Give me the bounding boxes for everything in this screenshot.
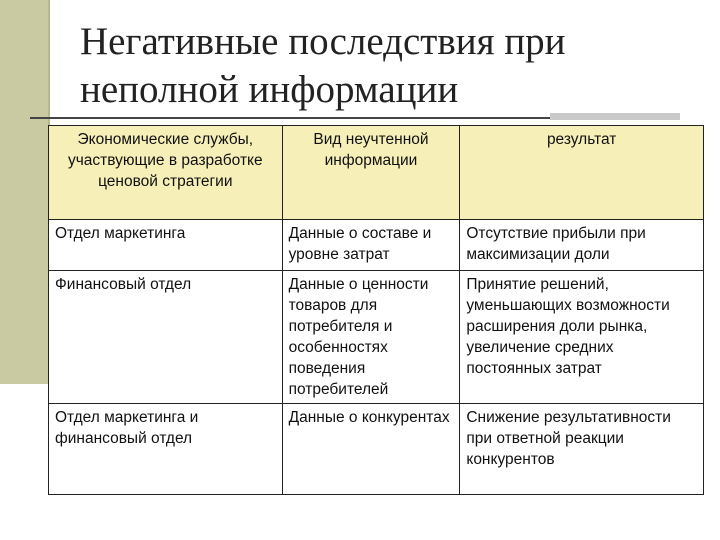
title-line-1: Негативные последствия при <box>80 20 566 63</box>
slide-title <box>80 18 700 114</box>
header-info-type: Вид неучтенной информации <box>282 126 460 220</box>
consequences-table <box>48 125 704 495</box>
cell-result: Снижение результативности при ответной реакции конкурентов <box>460 404 704 495</box>
cell-result: Отсутствие прибыли при максимизации доли <box>460 220 704 271</box>
table-header-row <box>49 126 704 220</box>
cell-result: Принятие решений, уменьшающих возможности расширения доли рынка, увеличение средних постоянных затрат <box>460 271 704 404</box>
decorative-side-bar <box>0 0 48 384</box>
cell-info: Данные о конкурентах <box>282 404 460 495</box>
cell-service: Отдел маркетинга <box>49 220 283 271</box>
cell-info: Данные о ценности товаров для потребителя и особенностях поведения потребителей <box>282 271 460 404</box>
cell-service: Отдел маркетинга и финансовый отдел <box>49 404 283 495</box>
header-services: Экономические службы, участвующие в разработке ценовой стратегии <box>49 126 283 220</box>
title-underline <box>30 117 550 119</box>
table-row <box>49 220 704 271</box>
title-underline-accent <box>550 113 680 120</box>
table-row <box>49 271 704 404</box>
cell-service: Финансовый отдел <box>49 271 283 404</box>
cell-info: Данные о составе и уровне затрат <box>282 220 460 271</box>
header-result: результат <box>460 126 704 220</box>
table-row <box>49 404 704 495</box>
title-line-2: неполной информации <box>80 68 459 111</box>
